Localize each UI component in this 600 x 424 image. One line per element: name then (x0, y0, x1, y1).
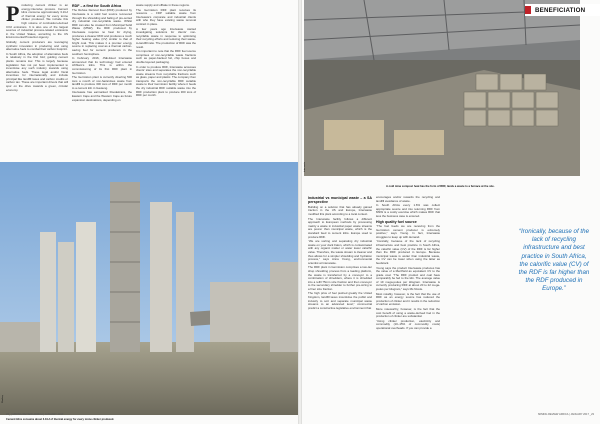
intro-paragraph: roducing cement clinker is an energy-intensive process. Cement kilns consume approximately 3.1GJ of thermal energy for every tonne clinker produced. We include this high volume of combustion-derived CO2 emissions. It is also one of the largest sources of industrial process-related emissions in the United States, according to the US Environmental Protection Agency. (6, 3, 68, 40)
right-col2-paragraph: encourages and/or rewards the recycling and landfill avoidance of waste. (376, 195, 440, 203)
right-folio: MINING REVIEW AFRICA | JANUARY 2017 _23 (538, 413, 594, 416)
industrial-vs-municipal-heading: Industrial vs municipal waste – a SA perspective (308, 196, 372, 205)
rdf-heading: RDF – a first for South Africa (72, 4, 122, 8)
rdf-paragraph: The Refuse Derived Fuel (RDF) produced by Interwaste is a solid fuel source recovered through the shredding and baling of pre-sorted dry industrial non-recyclable waste. Whilst RDF can also be created from Municipal Solid Waste (MSW), the RDF produced by Interwaste requires no heat for drying, produces a cleaner RDF and produces a much higher heating value (CV) similar to that of bright coal. This makes it a premier energy source in replacing coal as a thermal carbon-saving fuel for cement producers in the southern hemisphere. (72, 8, 132, 56)
left-caption: Cement kilns consume about 3.1GJ of thermal energy for every tonne clinker produced. (6, 418, 115, 421)
col3-paragraph: A few years ago Interwaste started investigating solutions for clients’ non-recyclable waste in response to optimising their recycling efforts and reducing their waste-to-landfill ratio. The production of RDF was the result. (136, 26, 196, 49)
rdf-paragraph: Interwaste has earmarked Roodekrans, the Eastern Cape and the Western Cape as future expansion destinations, depending on (72, 90, 132, 102)
intro-paragraph: In South Africa, the adoption of alternative fuels is relatively in the first fold; guiding cement plants remains low. This is largely because legislation has not yet been implemented to incentivise any such industry towards using alternative fuels. These legal and/or fiscal incentives for internationally and include principal like landfill taxes and carbon credits or carbon tax. These are important drivers that will spur on the drive towards a green, circular economy. (6, 51, 68, 92)
rdf-column (72, 4, 132, 103)
section-label: BENEFICIATION (535, 6, 586, 14)
col3-paragraph: It is important to note that the RDF fuel source comprises of non-recyclable waste fractions such as paper-backed foil, chip boxes and double layered packaging. (136, 49, 196, 64)
rdf-paragraph: In February 2016, JSE-listed Interwaste announced that its technology had entered AfriSam’s kilns. This is within the commissioning of its first RDF plant in Germiston. (72, 56, 132, 75)
right-col2-paragraph: “Using clinker production, electricity and commodity (10–15% of commodity costs) operational overheads. If you can provide a (376, 318, 440, 330)
right-col2-paragraph: “The fuel feeds we are receiving from the Germiston cement producer is extremely positive,” says Young. In fact, Interwaste struggles to keep up with demand. (376, 223, 440, 239)
cement-plant-photo (0, 162, 298, 415)
right-col2-paragraph: Young says the product Interwaste produces has the value of a Merrifield as equivalent CV to the grade coal. “The RDF product and coal have comparably be fed to the kiln. The average value of 19 mega-joules per kilogram. Interwaste is currently producing RDF at about 20 to 22 mega-joules per kilogram,” says Ms Nicole. (376, 265, 440, 292)
right-col2-paragraph: More noteworthy, however, is the fact that the cost benefit of using a waste-derived fuel in the production of clinker are substantial. (376, 307, 440, 319)
drop-cap: P (6, 1, 20, 26)
intro-column (6, 1, 68, 93)
left-folio: 22_ | MINING REVIEW AFRICA | JANUARY 2017 (6, 413, 64, 416)
right-col1-paragraph: The Interwaste facility follows a different approach to European methods by processing mainly a waste in industrial paper waste streams are poorer than municipal waste, which is the standard feed to cement kilns. Europe used to produce RDF. (308, 216, 372, 239)
cement-plant-illustration (0, 162, 298, 415)
right-col2-paragraph: Most notably, however, is the fact that the use of RDF as an energy source has reduced the production of clinker and it results in the reduction of carbon emission. (376, 291, 440, 307)
right-photo-credit: Interwaste (304, 161, 306, 172)
intro-paragraph: Globally, cement producers are leveraging synthetic innovation in producing and using alternative fuels to combat their carbon footprint. (6, 39, 68, 52)
col3-paragraph: In order to produce RDF, Interwaste accesses clients’ sites and separates the non-recyclable waste streams from recyclable fractions such as glass, paper and plastic. The company then transports the non-recyclable RDF suitable waste to their Germiston facility where it feeds the dry industrial RDF suitable waste into the RDF production plant to produce 300 tons of RDF per month. (136, 64, 196, 98)
third-column (136, 4, 196, 99)
section-tab (525, 4, 600, 16)
right-col-1 (308, 196, 372, 311)
right-col-2 (376, 196, 440, 332)
right-col1-paragraph: Building on a solution that has already gained traction in the US and Europe, Interwaste modified this plant according to a local context. (308, 204, 372, 216)
right-col1-paragraph: “We are sorting and separating dry industrial waste on your dock Falon, which is contaminated with any organic matter or water lower calorific value. Therefore, the waste stream is cleaner and thus allows for a simpler shredding and hydration process,” says Anna Young, environmental scientist at Interwaste. (308, 239, 372, 265)
rdf-paragraph: The Germiston plant is currently diverting 500 tons a month of non-hazardous waste from landfill to produce 300 tons of RDF per month to a cement kiln in Gauteng. (72, 75, 132, 90)
right-col2-paragraph: “Ironically, because of the lack of recycling infrastructure and best practice in South Africa, the calorific value (CV) of the RDF is far higher than the RDF produced in Europe. Because municipal waste is wetter than industrial waste, the CV can be lower when using the latter as feedstock. (376, 239, 440, 265)
right-photo-caption: A cold mine compost heat has the form of RDF, lands a waste to a furnace at the site. (386, 185, 495, 188)
right-page (302, 0, 600, 424)
col3-paragraph: waste supply and offtake in these regions. (136, 3, 190, 7)
left-page (0, 0, 298, 424)
right-col2-paragraph: In South Africa every 1.6% was collect appropriate source and into returning RDF from MSW is a costly exercise which makes RDF that less the business case is ensured. (376, 203, 440, 218)
high-quality-heading: High quality fuel source (376, 219, 417, 224)
right-col1-paragraph: The high price of fuel pushed greatly the United Kingdom, landfill taxes incentivise the public and industry to sort and separate municipal waste streams to an advanced level,” commercial predict a constructive legislative environment that (308, 291, 372, 310)
right-col1-paragraph: The RDF plant in Germiston comprises a two-tier shop shredding process from a loading platform, the waste is transferred by a conveyor to a combination of shredders, where it is shredded into a refill 75mm size fraction and then conveyor to the secondary shredder to further pre-sizing to a finer size fraction. (308, 265, 372, 291)
left-photo-credit: Pixabay (2, 395, 4, 403)
warehouse-illustration (304, 0, 580, 176)
col3-paragraph: The Germiston RDF plant receives its resource – FDP suitable waste from Interwaste’s corporate and industrial clients with who they have existing waste removal contract in place. (136, 7, 196, 26)
pull-quote: “Ironically, because of the lack of recycling infrastructure and best practice in South Africa, the calorific value (CV) of the RDF is far higher than the RDF produced in Europe.” (518, 228, 590, 293)
rdf-warehouse-photo (304, 0, 580, 176)
section-marker (525, 6, 531, 14)
